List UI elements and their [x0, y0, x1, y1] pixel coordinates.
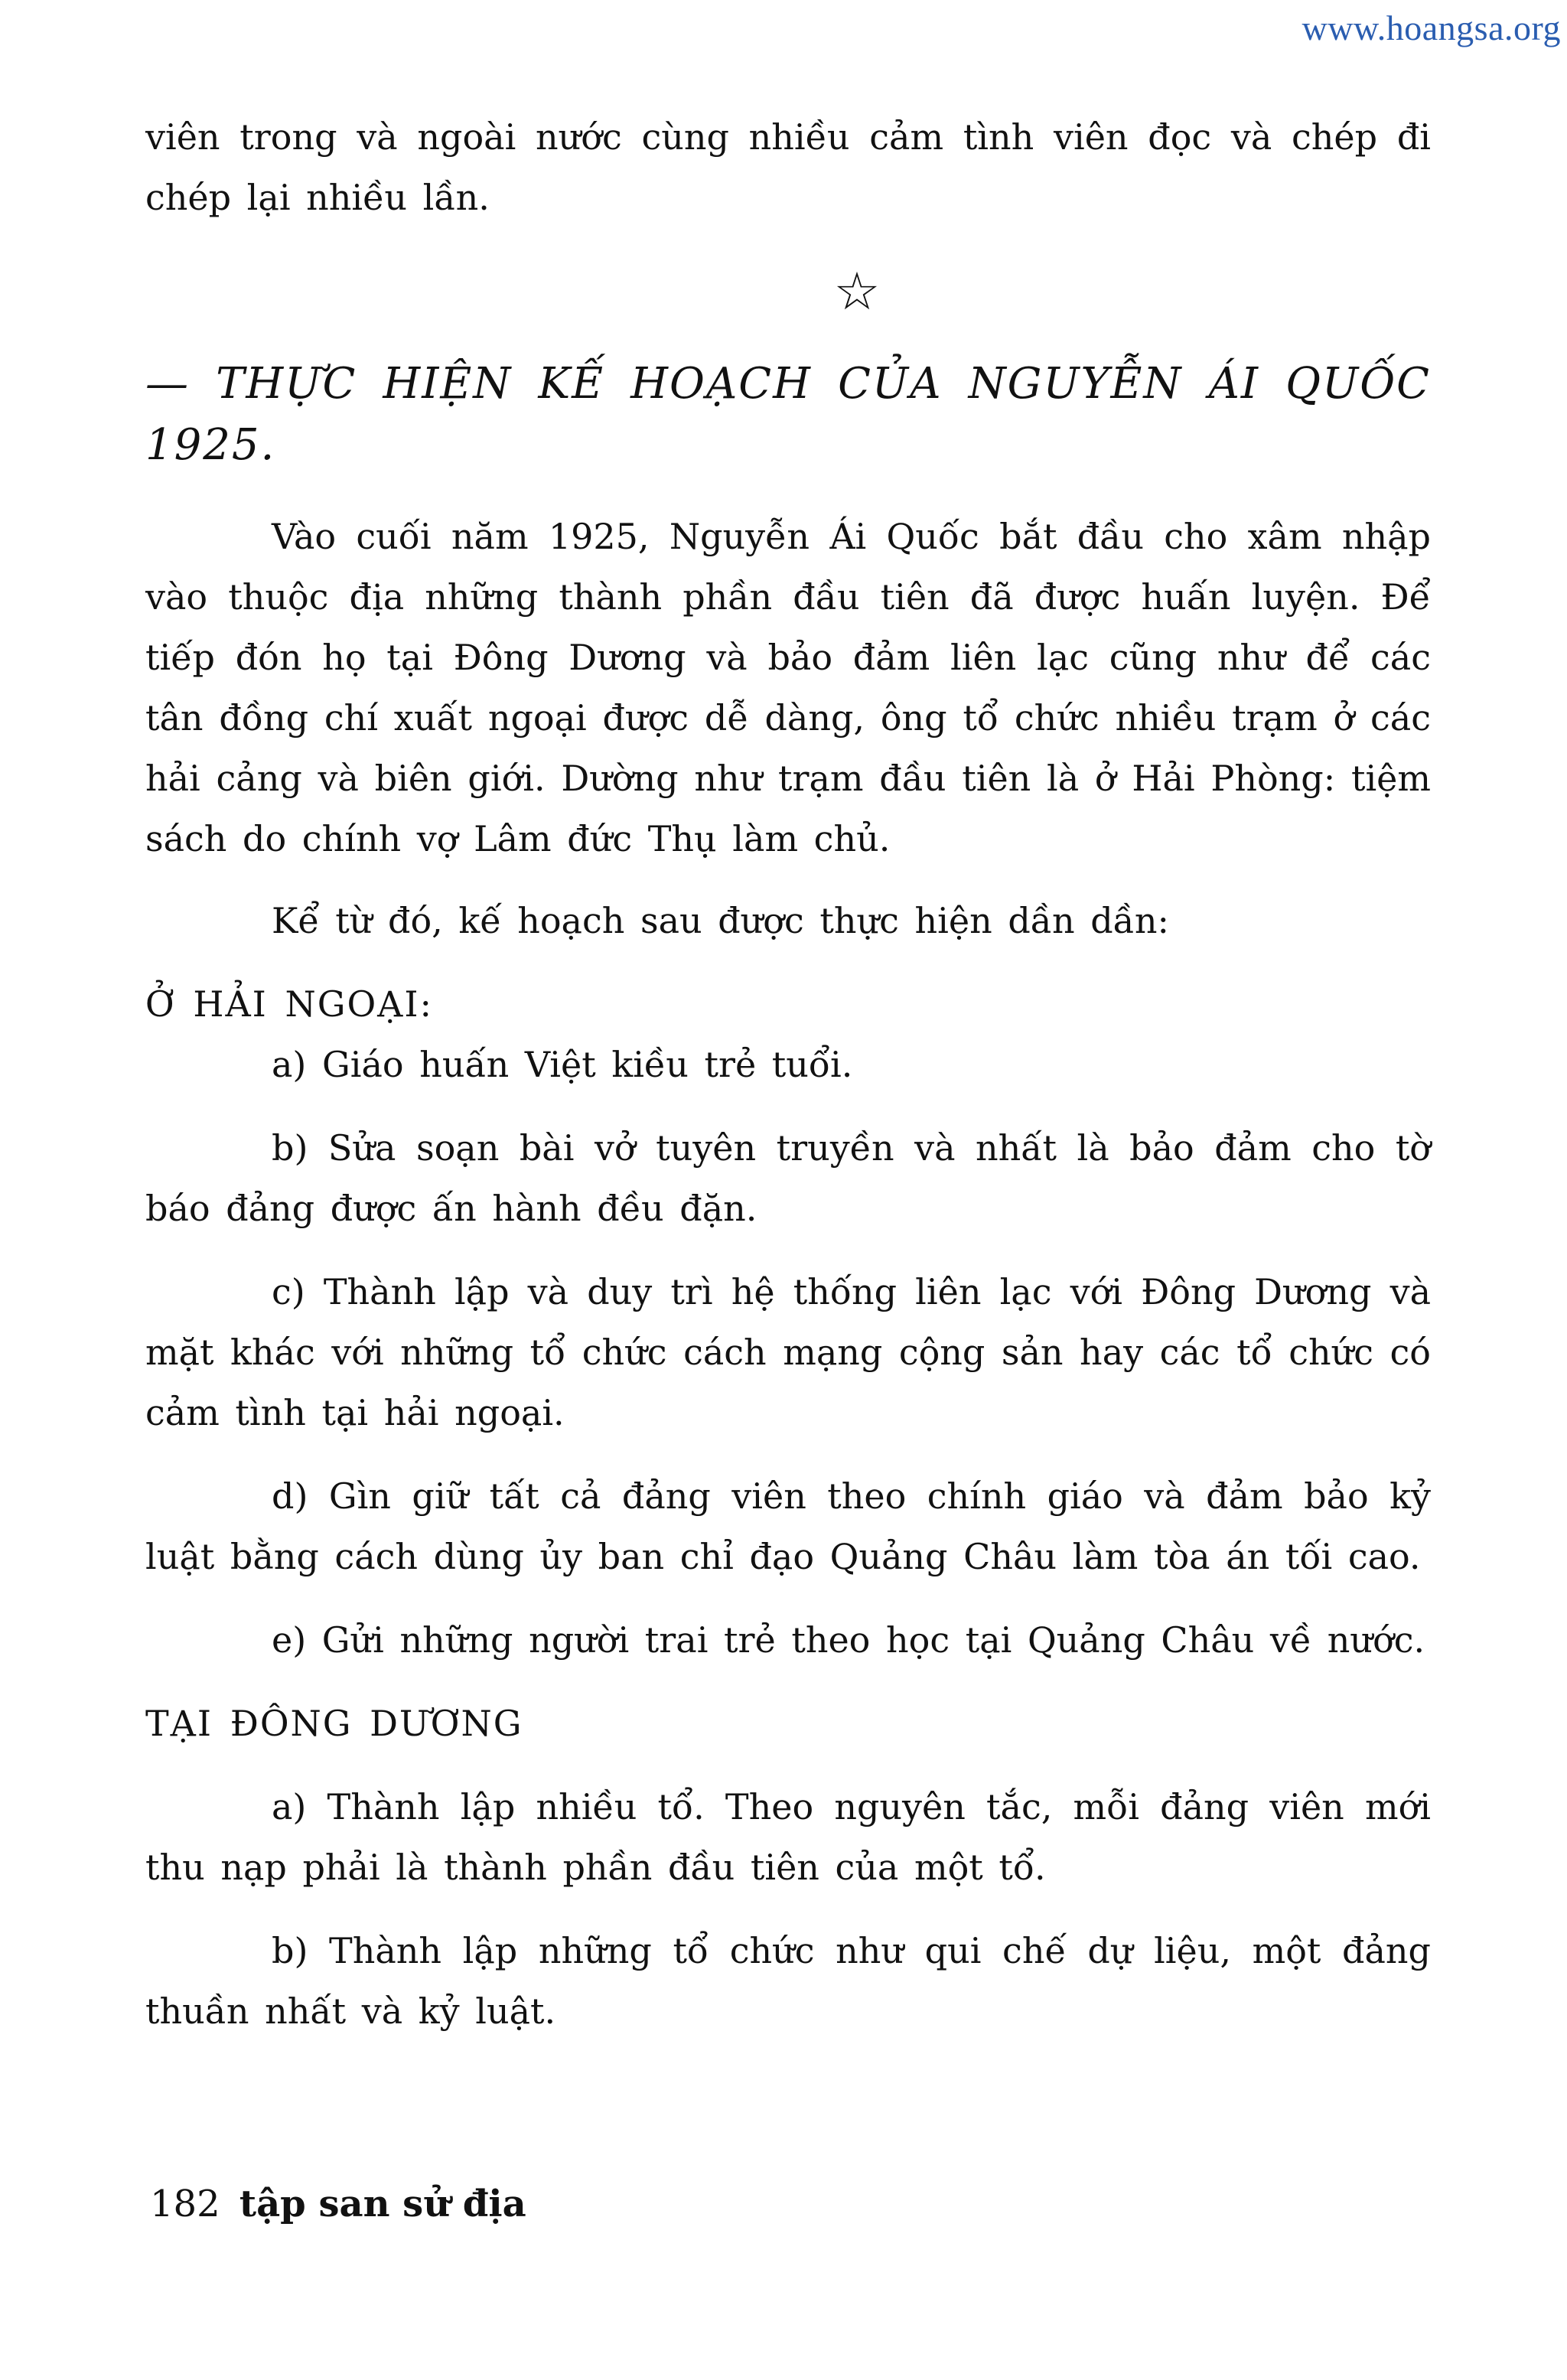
indochina-item-b: b) Thành lập những tổ chức như qui chế dự liệu, một đảng thuần nhất và kỷ luật.	[145, 1930, 1431, 2032]
intro-paragraph: Vào cuối năm 1925, Nguyễn Ái Quốc bắt đầu cho xâm nhập vào thuộc địa những thành phần đầu tiên đã được huấn luyện. Để tiếp đón họ tại Đông Dương và bảo đảm liên lạc cũng như để các tân đồng chí xuất ngoại được dễ dàng, ông tổ chức nhiều trạm ở các hải cảng và biên giới. Dường như trạm đầu tiên là ở Hải Phòng: tiệm sách do chính vợ Lâm đức Thụ làm chủ.	[145, 516, 1431, 859]
section-title: — THỰC HIỆN KẾ HOẠCH CỦA NGUYỄN ÁI QUỐC 1925.	[145, 359, 1431, 470]
overseas-item-e: e) Gửi những người trai trẻ theo học tại Quảng Châu về nước.	[272, 1619, 1425, 1661]
overseas-heading: Ở HẢI NGOẠI:	[145, 983, 434, 1025]
indochina-item-a: a) Thành lập nhiều tổ. Theo nguyên tắc, mỗi đảng viên mới thu nạp phải là thành phần đầu tiên của một tổ.	[145, 1786, 1431, 1888]
overseas-item-a: a) Giáo huấn Việt kiều trẻ tuổi.	[272, 1044, 853, 1085]
watermark-url[interactable]: www.hoangsa.org	[1301, 8, 1561, 47]
continuation-paragraph: viên trong và ngoài nước cùng nhiều cảm tình viên đọc và chép đi chép lại nhiều lần.	[145, 116, 1431, 218]
overseas-item-b: b) Sửa soạn bài vở tuyên truyền và nhất là bảo đảm cho tờ báo đảng được ấn hành đều đặn.	[145, 1127, 1431, 1229]
page-body	[145, 107, 1431, 2042]
page-number: 182	[150, 2183, 220, 2225]
plan-intro: Kể từ đó, kế hoạch sau được thực hiện dần dần:	[272, 900, 1169, 941]
indochina-heading: TẠI ĐÔNG DƯƠNG	[145, 1703, 523, 1744]
publication-name: tập san sử địa	[239, 2183, 526, 2225]
star-separator-icon: ☆	[833, 262, 881, 322]
page-footer	[150, 2181, 526, 2227]
overseas-item-c: c) Thành lập và duy trì hệ thống liên lạc với Đông Dương và mặt khác với những tổ chức cách mạng cộng sản hay các tổ chức có cảm tình tại hải ngoại.	[145, 1271, 1431, 1433]
overseas-item-d: d) Gìn giữ tất cả đảng viên theo chính giáo và đảm bảo kỷ luật bằng cách dùng ủy ban chỉ đạo Quảng Châu làm tòa án tối cao.	[145, 1475, 1431, 1577]
